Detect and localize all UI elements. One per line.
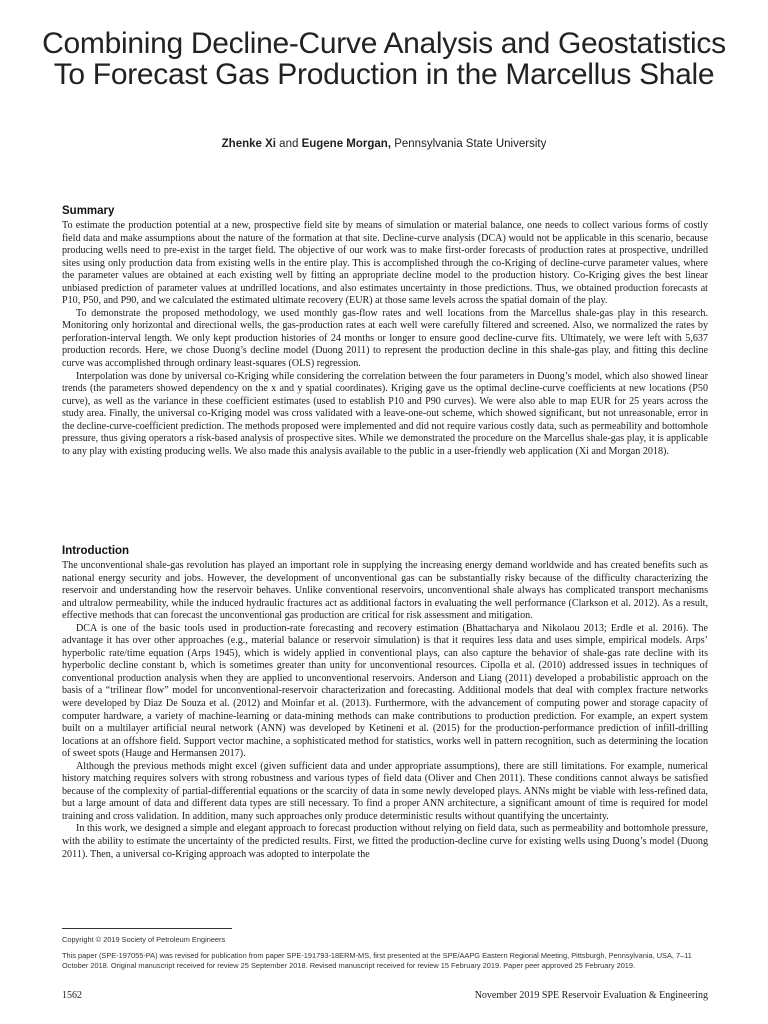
introduction-heading: Introduction bbox=[62, 545, 130, 557]
summary-paragraph: To estimate the production potential at a new, prospective field site by means of simulation or material balance, one needs to collect various forms of costly field data and make assumptions about the nature of the formation at that site. Decline-curve analysis (DCA) would not be applicable in this scenario, because producing wells need to pre-exist in the target field. The objective of our work was to make first-order forecasts of production rates at prospective, undrilled sites using only production data from existing wells in the entire play. This is accomplished through the co-Kriging of decline-curve parameter values, where the parameter values are obtained at each existing well by fitting an appropriate decline model to the production history. Co-Kriging gives the best linear unbiased prediction of parameter values at undrilled locations, and also estimates uncertainty in those predictions. Thus, we obtained production forecasts at P10, P50, and P90, and we calculated the estimated ultimate recovery (EUR) at those same levels across the spatial domain of the play. bbox=[62, 220, 708, 307]
introduction-body bbox=[62, 560, 708, 861]
summary-paragraph: To demonstrate the proposed methodology, we used monthly gas-flow rates and well locations from the Marcellus shale-gas play in this research. Monitoring only horizontal and directional wells, the gas-production rates at each well were carefully filtered and screened. Also, we normalized the rates by perforation-interval length. We only kept production histories of 24 months or longer to ensure good decline-curve fits. Ultimately, we were left with 5,637 production records. Here, we chose Duong’s decline model (Duong 2011) to represent the production decline in this shale-gas play, and fitting this decline curve was accomplished through ordinary least-squares (OLS) regression. bbox=[62, 307, 708, 370]
introduction-paragraph: In this work, we designed a simple and elegant approach to forecast production without relying on field data, such as permeability and bottomhole pressure, with the ability to estimate the uncertainty of the predicted results. First, we fitted the production-decline curve for existing wells using Duong’s model (Duong 2011). Then, a universal co-Kriging approach was adopted to interpolate the bbox=[62, 823, 708, 860]
footnote-divider bbox=[62, 928, 232, 929]
journal-issue: November 2019 SPE Reservoir Evaluation & Engineering bbox=[474, 990, 708, 1001]
summary-body bbox=[62, 220, 708, 458]
introduction-paragraph: The unconventional shale-gas revolution has played an important role in supplying the increasing energy demand worldwide and has created benefits such as national energy security and jobs. However, the development of unconventional gas can be substantially risky because of the difficulty characterizing the reservoir and understanding how the reservoir behaves. Unlike conventional reservoirs, unconventional shale always has complicated transport mechanisms and ultralow permeability, while the induced hydraulic fractures act as additional factors in evaluating the well performance (Clarkson et al. 2012). As a result, effective methods that can forecast the unconventional gas production are critical for risk assessment and mitigation. bbox=[62, 560, 708, 622]
article-title: Combining Decline-Curve Analysis and Geostatistics To Forecast Gas Production in the Marcellus Shale bbox=[42, 27, 726, 91]
author-affiliation: Pennsylvania State University bbox=[391, 138, 547, 150]
author-conjunction: and bbox=[275, 138, 302, 150]
summary-paragraph: Interpolation was done by universal co-Kriging while considering the correlation between the four parameters in Duong’s model, which also showed linear trends (the parameters showed dependency on the x and y spatial coordinates). Kriging gave us the optimal decline-curve coefficients at new locations (P50 curve), as well as the variance in these coefficient estimates (used to establish P10 and P90 curves). We were also able to map EUR for 25 years across the study area. Finally, the universal co-Kriging model was cross validated with a leave-one-out scheme, which showed significant, but not unreasonable, error in the decline-curve-coefficient prediction. The methods proposed were implemented and did not require various costly data, such as permeability and bottomhole pressure, thus giving operators a risk-based analysis of prospective sites. While we demonstrated the procedure on the Marcellus shale-gas play, it is applicable to any play with existing producing wells. We also made this analysis available to the public in a user-friendly web application (Xi and Morgan 2018). bbox=[62, 370, 708, 457]
summary-heading: Summary bbox=[62, 205, 115, 217]
copyright-notice: Copyright © 2019 Society of Petroleum Engineers bbox=[62, 935, 226, 944]
author-line bbox=[40, 138, 728, 150]
introduction-paragraph: DCA is one of the basic tools used in production-rate forecasting and recovery estimation (Bhattacharya and Nikolaou 2013; Erdle et al. 2016). The advantage it has over other approaches (e.g., material balance or reservoir simulation) is that it requires less data and uses simple, empirical models. Arps’ hyperbolic rate/time equation (Arps 1945), which is widely applied in conventional plays, can also capture the behavior of shale-gas rate decline with its hyperbolic decline constant b, which is sometimes greater than unity for unconventional resources. Cipolla et al. (2010) addressed issues in techniques of conventional production analysis when they are applied to unconventional reservoirs. Anderson and Liang (2011) developed a probabilistic approach on the basis of a “trilinear flow” model for unconventional-reservoir characterization and forecasting. Additional models that deal with complex fracture networks were developed by Diaz De Souza et al. (2012) and Moinfar et al. (2013). Furthermore, with the advancement of computing power and storage capacity of computer hardware, a variety of machine-learning or data-mining methods can make contributions to production prediction. For example, an expert system built on a multilayer artificial neural network (ANN) was developed by Ketineni et al. (2015) for the production-performance prediction of infill-drilling locations at an offshore field. Support vector machine, a sophisticated method for statistics, works well in pattern recognition, such as determining the location of sweet spots (Hauge and Hermansen 2017). bbox=[62, 622, 708, 760]
page-number: 1562 bbox=[62, 990, 82, 1001]
introduction-paragraph: Although the previous methods might excel (given sufficient data and under appropriate assumptions), there are still limitations. For example, numerical history matching requires solvers with strong robustness and various types of field data (Oliver and Chen 2011). These conditions cannot always be satisfied because of the complexity of partial-differential equations or the scarcity of data in some newly developed plays. ANNs might be viable with less-refined data, but a large amount of data and different data types are still necessary. To find a proper ANN architecture, a significant amount of time is required for model training and cross validation. In addition, many such approaches only produce deterministic results without quantifying the uncertainty. bbox=[62, 760, 708, 822]
publication-footnote: This paper (SPE-197055-PA) was revised for publication from paper SPE-191793-18ERM-MS, first presented at the SPE/AAPG Eastern Regional Meeting, Pittsburgh, Pennsylvania, USA, 7–11 October 2018. Original manuscript received for review 25 September 2018. Revised manuscript received for review 15 February 2019. Paper peer approved 25 February 2019. bbox=[62, 951, 692, 970]
author-1: Zhenke Xi bbox=[221, 138, 276, 150]
author-2: Eugene Morgan, bbox=[301, 138, 392, 150]
